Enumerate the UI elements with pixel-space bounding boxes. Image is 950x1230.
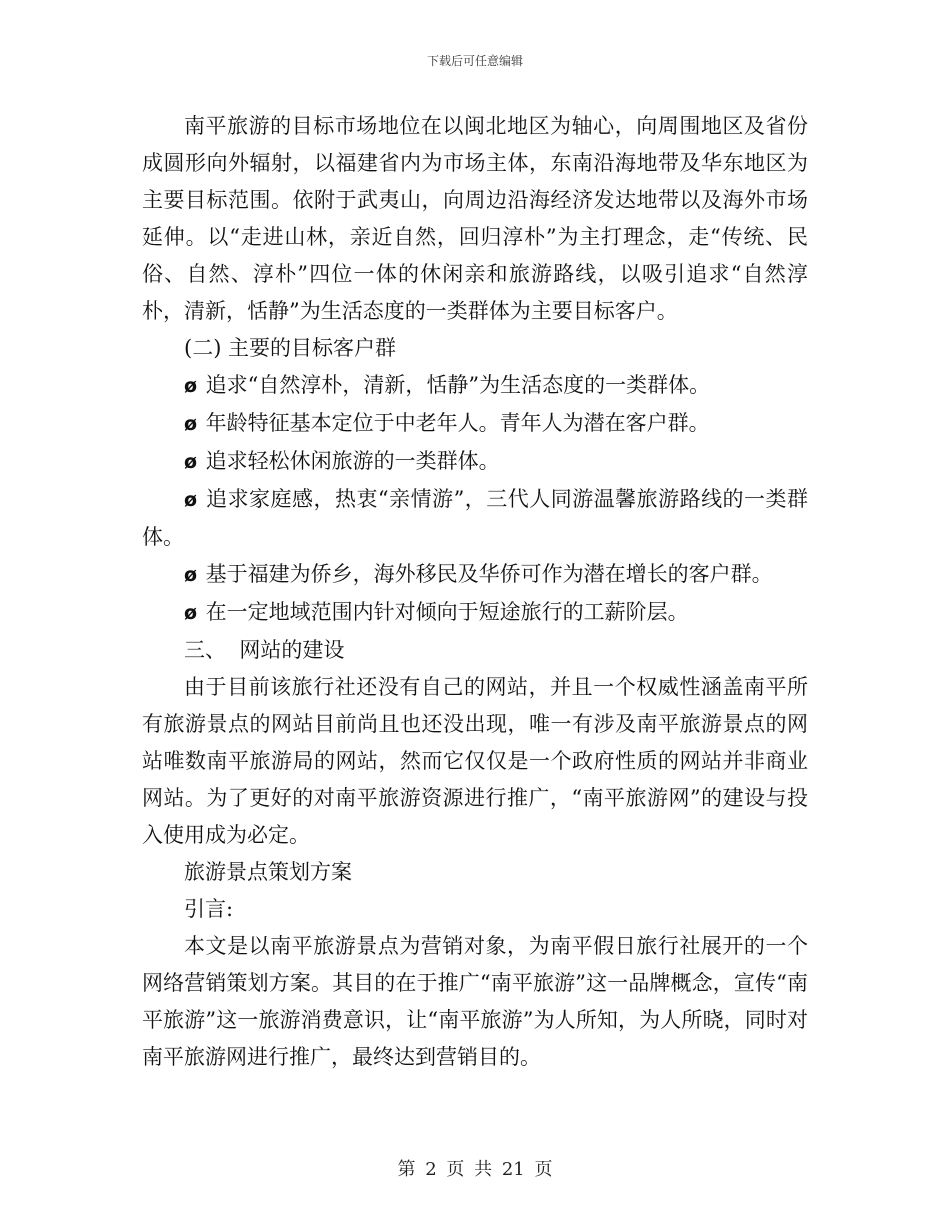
bullet-item <box>142 443 808 481</box>
bullet-icon: ø <box>184 451 198 473</box>
bullet-icon: ø <box>184 413 198 435</box>
bullet-icon: ø <box>184 489 198 511</box>
page-header: 下载后可任意编辑 <box>426 54 523 68</box>
intro-paragraph: 本文是以南平旅游景点为营销对象，为南平假日旅行社展开的一个网络营销策划方案。其目的在于推广“南平旅游”这一品牌概念，宣传“南平旅游”这一旅游消费意识，让“南平旅游”为人所知，为人所晓，同时对南平旅游网进行推广，最终达到营销目的。 <box>142 934 808 1069</box>
bullet-item <box>142 594 808 632</box>
target-customers-heading: (二) 主要的目标客户群 <box>184 336 397 360</box>
bullet-text: 追求“自然淳朴，清新，恬静”为生活态度的一类群体。 <box>205 373 711 397</box>
bullet-text: 追求家庭感，热衷“亲情游”，三代人同游温馨旅游路线的一类群体。 <box>142 487 808 549</box>
bullet-item <box>142 405 808 443</box>
bullet-text: 追求轻松休闲旅游的一类群体。 <box>205 449 500 473</box>
document-body <box>142 108 808 1076</box>
bullet-icon: ø <box>184 602 198 624</box>
document-title: 旅游景点策划方案 <box>184 860 352 884</box>
bullet-text: 年龄特征基本定位于中老年人。青年人为潜在客户群。 <box>205 411 710 435</box>
bullet-item <box>142 481 808 556</box>
bullet-item <box>142 367 808 405</box>
bullet-text: 基于福建为侨乡，海外移民及华侨可作为潜在增长的客户群。 <box>205 562 773 586</box>
market-position-paragraph: 南平旅游的目标市场地位在以闽北地区为轴心，向周围地区及省份成圆形向外辐射，以福建省内为市场主体，东南沿海地带及华东地区为主要目标范围。依附于武夷山，向周边沿海经济发达地带以及海外市场延伸。以“走进山林，亲近自然，回归淳朴”为主打理念，走“传统、民俗、自然、淳朴”四位一体的休闲亲和旅游路线，以吸引追求“自然淳朴，清新，恬静”为生活态度的一类群体为主要目标客户。 <box>142 114 808 323</box>
page-number: 第 2 页 共 21 页 <box>397 1159 553 1180</box>
bullet-icon: ø <box>184 375 198 397</box>
section3-heading: 三、 网站的建设 <box>184 638 345 662</box>
bullet-text: 在一定地域范围内针对倾向于短途旅行的工薪阶层。 <box>205 600 689 624</box>
intro-label: 引言: <box>184 897 234 921</box>
bullet-item <box>142 556 808 594</box>
website-paragraph: 由于目前该旅行社还没有自己的网站，并且一个权威性涵盖南平所有旅游景点的网站目前尚且也还没出现，唯一有涉及南平旅游景点的网站唯数南平旅游局的网站，然而它仅仅是一个政府性质的网站并非商业网站。为了更好的对南平旅游资源进行推广，“南平旅游网”的建设与投入使用成为必定。 <box>142 675 808 847</box>
bullet-icon: ø <box>184 564 198 586</box>
